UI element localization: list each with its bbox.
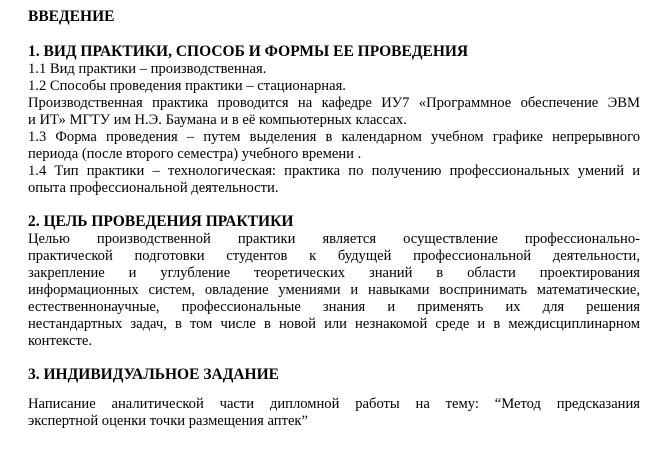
section-2-line: контексте. [28, 333, 93, 349]
section-3-line: экспертной оценки точки размещения аптек” [28, 413, 308, 429]
section-1-line: 1.2 Способы проведения практики – стационарная. [28, 78, 346, 94]
section-vid-praktiki [28, 42, 640, 197]
section-2-line: практической подготовки студентов к будущей профессиональной деятельности, [28, 248, 640, 264]
section-3-line: Написание аналитической части дипломной работы на тему: “Метод предсказания [28, 396, 640, 412]
section-2-line: Целью производственной практики является осуществление профессионально- [28, 231, 640, 247]
section-1-line: 1.1 Вид практики – производственная. [28, 61, 267, 77]
section-individualnoe-zadanie [28, 365, 640, 430]
section-cel-praktiki [28, 212, 640, 350]
section-3-heading: 3. ИНДИВИДУАЛЬНОЕ ЗАДАНИЕ [28, 366, 279, 383]
section-1-line: Производственная практика проводится на кафедре ИУ7 «Программное обеспечение ЭВМ [28, 95, 640, 111]
section-1-line: 1.4 Тип практики – технологическая: практика по получению профессиональных умений и [28, 163, 640, 179]
section-1-heading: 1. ВИД ПРАКТИКИ, СПОСОБ И ФОРМЫ ЕЕ ПРОВЕДЕНИЯ [28, 43, 469, 60]
section-1-line: и ИТ» МГТУ им Н.Э. Баумана и в её компьютерных классах. [28, 112, 407, 128]
section-1-line: опыта профессиональной деятельности. [28, 180, 279, 196]
section-2-line: естественнонаучные, профессиональные знания и применять их для решения [28, 299, 640, 315]
document-page [28, 7, 640, 430]
section-1-line: 1.3 Форма проведения – путем выделения в календарном учебном графике непрерывного [28, 129, 640, 145]
section-2-line: закрепление и углубление теоретических знаний в области проектирования [28, 265, 640, 281]
intro-heading: ВВЕДЕНИЕ [28, 8, 115, 25]
section-2-heading: 2. ЦЕЛЬ ПРОВЕДЕНИЯ ПРАКТИКИ [28, 213, 294, 230]
section-2-line: информационных систем, овладение умениями и навыками воспринимать математические, [28, 282, 640, 298]
section-1-line: периода (после второго семестра) учебного времени . [28, 146, 362, 162]
section-2-line: нестандартных задач, в том числе в новой или незнакомой среде и в междисциплинарном [28, 316, 640, 332]
